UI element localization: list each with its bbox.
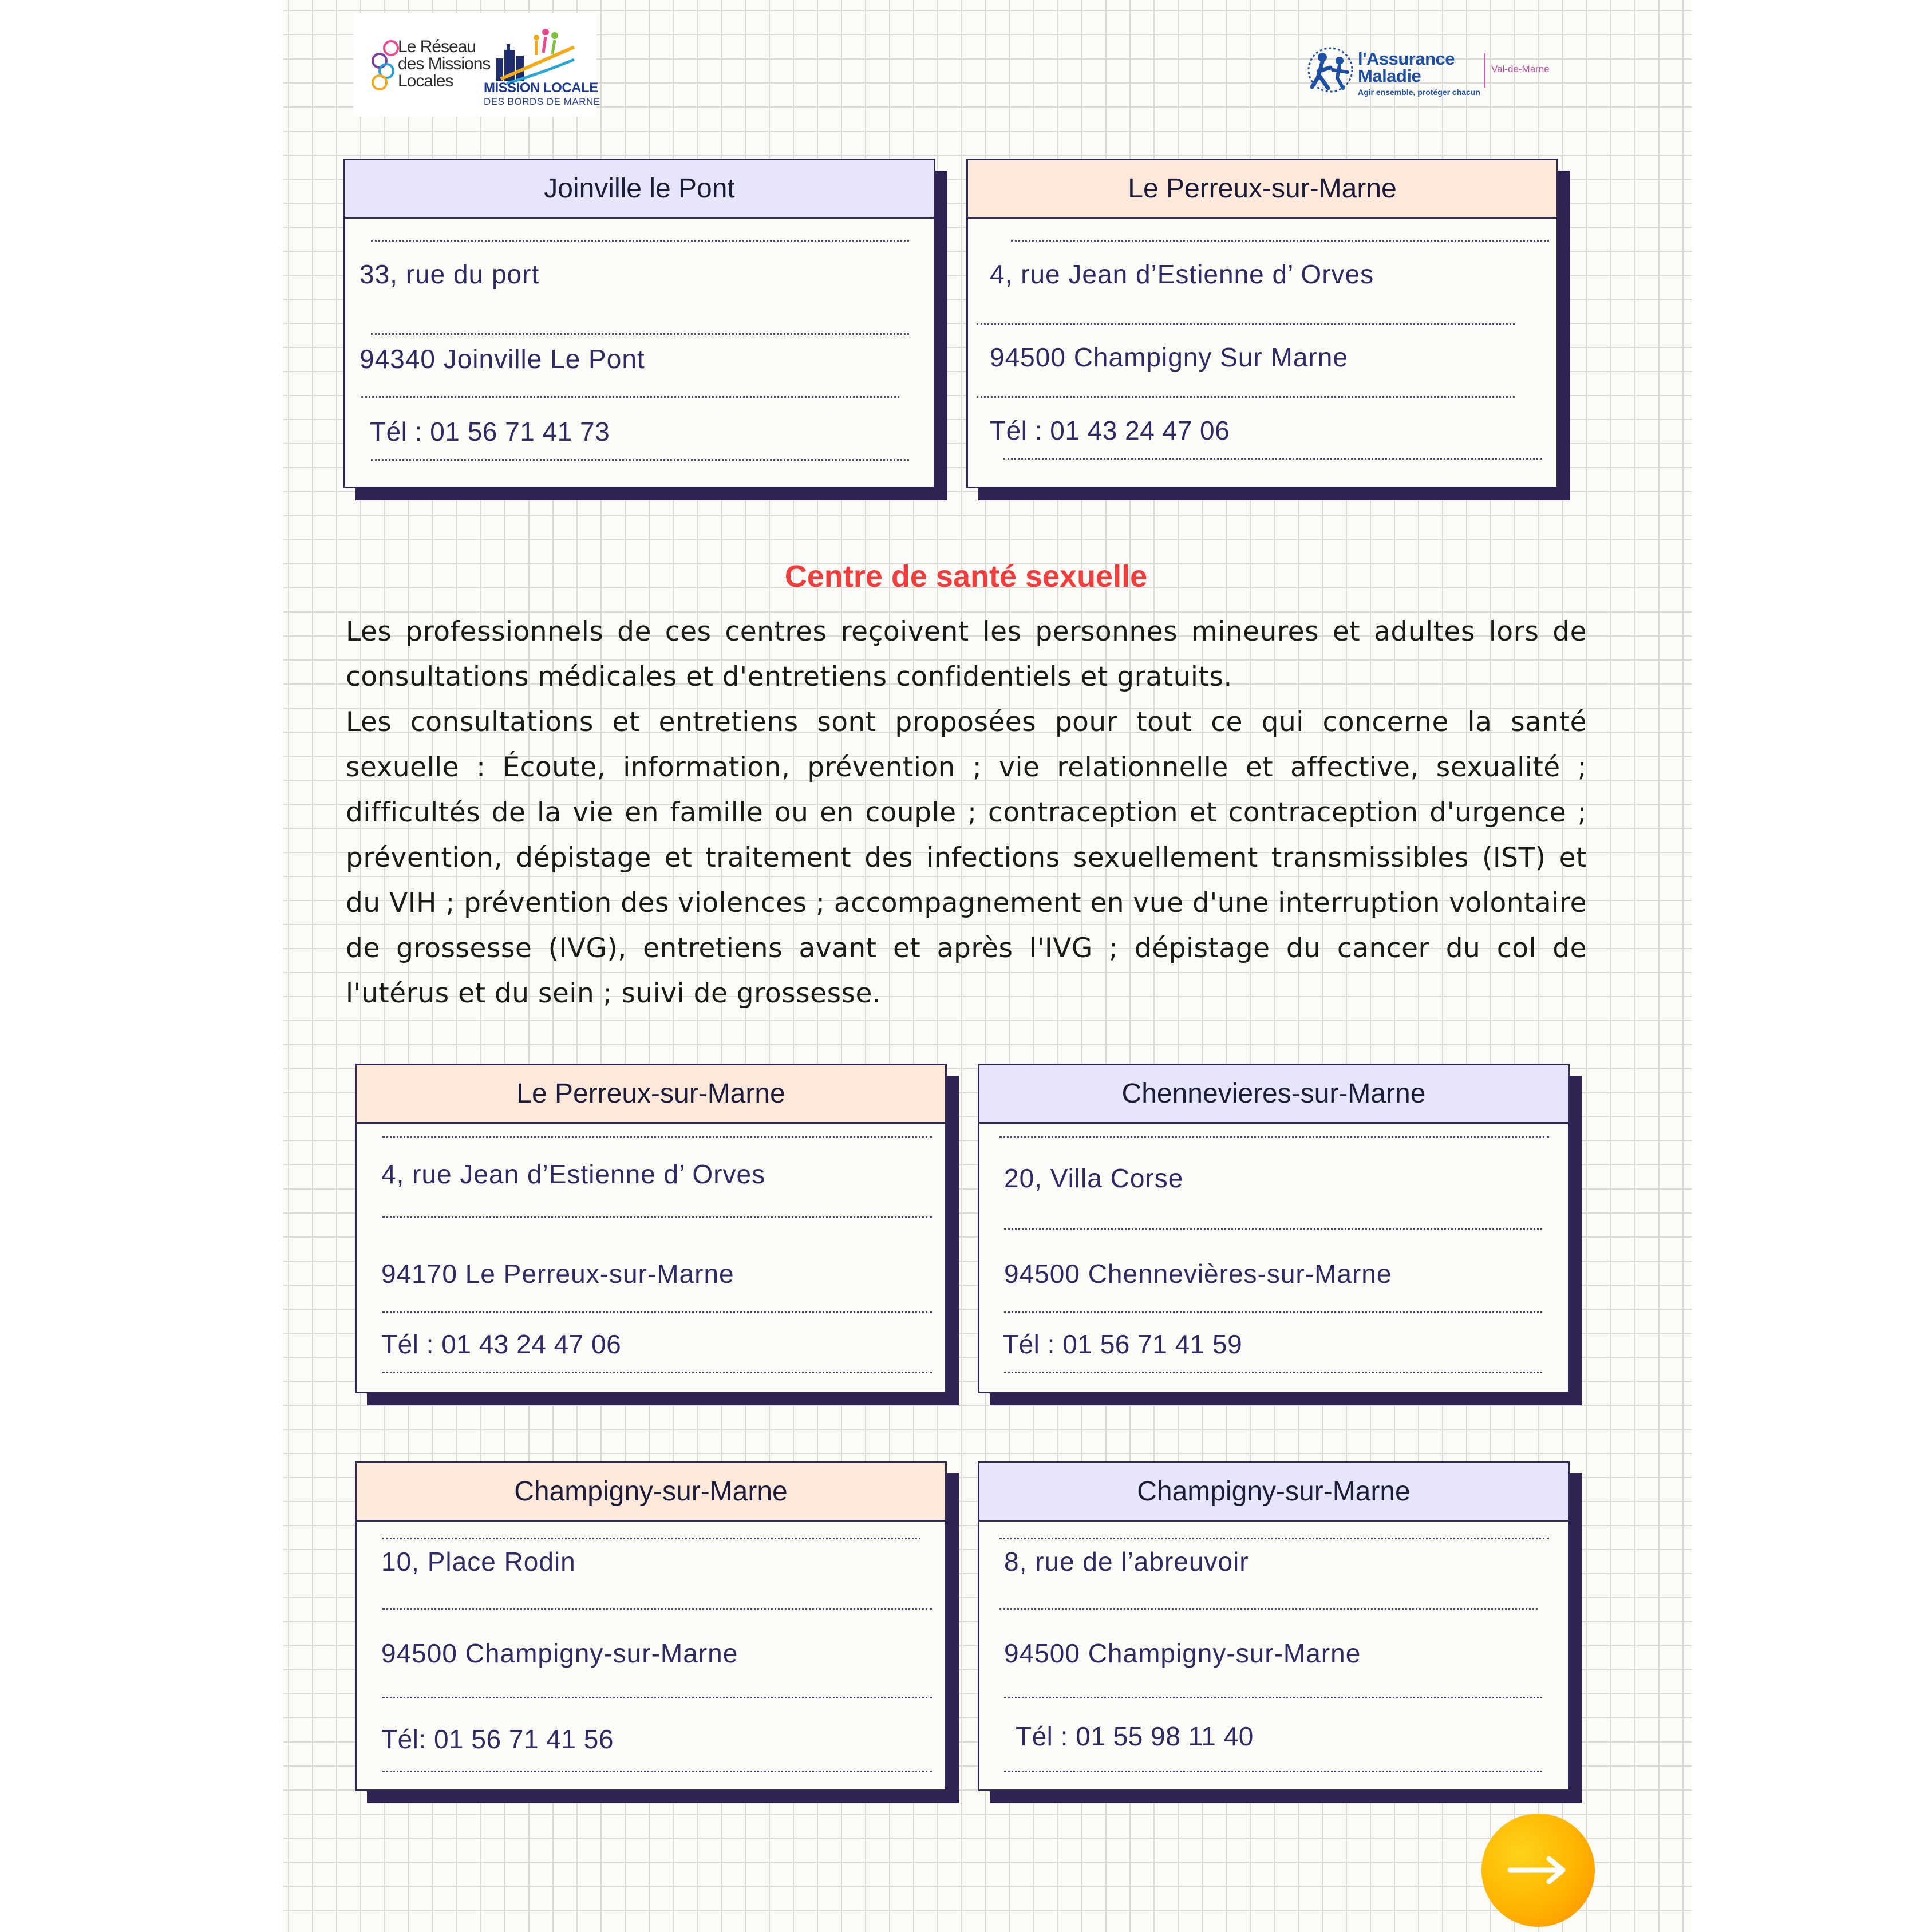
- dotted-divider: [977, 323, 1515, 325]
- card-phone[interactable]: Tél : 01 56 71 41 73: [370, 417, 610, 447]
- network-rings-icon: [370, 40, 399, 97]
- dotted-divider: [382, 1697, 932, 1698]
- assurance-maladie-logo: [1305, 45, 1557, 102]
- contact-card-champigny-abreuvoir: [978, 1461, 1570, 1791]
- card-address: 10, Place Rodin: [381, 1547, 576, 1577]
- dotted-divider: [371, 333, 909, 335]
- mission-locale-emblem-icon: [495, 24, 575, 87]
- dotted-divider: [1004, 1771, 1542, 1772]
- dotted-divider: [361, 396, 899, 398]
- assurance-maladie-tagline: Agir ensemble, protéger chacun: [1358, 88, 1480, 97]
- dotted-divider: [382, 1372, 932, 1373]
- card-address: 4, rue Jean d’Estienne d’ Orves: [990, 259, 1374, 289]
- card-phone[interactable]: Tél : 01 55 98 11 40: [1016, 1721, 1254, 1751]
- card-title: Champigny-sur-Marne: [979, 1463, 1568, 1522]
- contact-card-champigny-rodin: [355, 1461, 947, 1791]
- contact-card-joinville: [343, 159, 935, 488]
- dotted-divider: [977, 396, 1515, 398]
- dotted-divider: [1004, 1697, 1542, 1698]
- card-phone[interactable]: Tél : 01 56 71 41 59: [1002, 1329, 1243, 1359]
- dotted-divider: [382, 1311, 932, 1313]
- contact-card-chennevieres: [978, 1064, 1570, 1393]
- card-address: 20, Villa Corse: [1004, 1163, 1184, 1193]
- dotted-divider: [999, 1136, 1549, 1138]
- card-city: 94340 Joinville Le Pont: [359, 344, 645, 374]
- card-city: 94500 Chennevières-sur-Marne: [1004, 1259, 1392, 1289]
- card-title: Joinville le Pont: [345, 160, 934, 219]
- dotted-divider: [1004, 1372, 1542, 1373]
- card-title: Le Perreux-sur-Marne: [968, 160, 1556, 219]
- assurance-maladie-region: Val-de-Marne: [1491, 64, 1550, 74]
- dotted-divider: [371, 240, 909, 242]
- dotted-divider: [382, 1608, 932, 1610]
- dotted-divider: [1004, 1228, 1542, 1230]
- card-address: 33, rue du port: [359, 259, 540, 289]
- mission-locale-name: MISSION LOCALE: [484, 80, 598, 96]
- dotted-divider: [1003, 458, 1542, 460]
- card-address: 4, rue Jean d’Estienne d’ Orves: [381, 1159, 766, 1189]
- network-name: Le Réseau des Missions Locales: [398, 37, 491, 90]
- card-address: 8, rue de l’abreuvoir: [1004, 1547, 1249, 1577]
- intro-paragraph: Les professionnels de ces centres reçoivent les personnes mineures et adultes lors de consultations médicales et d'entretiens confidentiels et gratuits.: [346, 616, 1587, 693]
- card-city: 94170 Le Perreux-sur-Marne: [381, 1259, 734, 1289]
- dotted-divider: [382, 1216, 932, 1218]
- card-phone[interactable]: Tél: 01 56 71 41 56: [381, 1724, 614, 1754]
- card-city: 94500 Champigny Sur Marne: [990, 342, 1348, 372]
- services-paragraph: Les consultations et entretiens sont proposées pour tout ce qui concerne la santé sexuelle : Écoute, information, prévention ; vie relationnelle et affective, sexualité ; difficultés de la vie en famille ou en couple ; contraception et contraception d'urgence ; prévention, dépistage et traitement des infections sexuellement transmissibles (IST) et du VIH ; prévention des violences ; accompagnement en vue d'une interruption volontaire de grossesse (IVG), entretiens avant et après l'IVG ; dépistage du cancer du col de l'utérus et du sein ; suivi de grossesse.: [346, 706, 1587, 1009]
- card-phone[interactable]: Tél : 01 43 24 47 06: [381, 1329, 622, 1359]
- next-page-button[interactable]: [1481, 1814, 1595, 1927]
- dotted-divider: [1004, 1311, 1542, 1313]
- contact-card-perreux: [355, 1064, 947, 1393]
- card-title: Le Perreux-sur-Marne: [357, 1065, 945, 1124]
- dotted-divider: [382, 1771, 932, 1772]
- assurance-maladie-figures-icon: [1305, 45, 1356, 96]
- card-city: 94500 Champigny-sur-Marne: [1004, 1638, 1361, 1668]
- assurance-maladie-title: l'Assurance Maladie: [1358, 49, 1455, 86]
- logo-separator: [1484, 53, 1485, 88]
- section-title: Centre de santé sexuelle: [784, 559, 1148, 594]
- dotted-divider: [1011, 240, 1549, 242]
- dotted-divider: [371, 459, 909, 461]
- dotted-divider: [382, 1136, 932, 1138]
- dotted-divider: [999, 1608, 1538, 1610]
- mission-locale-subtitle: DES BORDS DE MARNE: [484, 96, 600, 107]
- card-title: Champigny-sur-Marne: [357, 1463, 945, 1522]
- card-title: Chennevieres-sur-Marne: [979, 1065, 1568, 1124]
- dotted-divider: [382, 1538, 920, 1539]
- mission-locale-logo: [353, 13, 600, 117]
- card-phone[interactable]: Tél : 01 43 24 47 06: [990, 416, 1230, 445]
- arrow-right-icon: [1507, 1853, 1570, 1887]
- contact-card-perreux-top: [966, 159, 1558, 488]
- dotted-divider: [999, 1538, 1549, 1539]
- card-city: 94500 Champigny-sur-Marne: [381, 1638, 738, 1668]
